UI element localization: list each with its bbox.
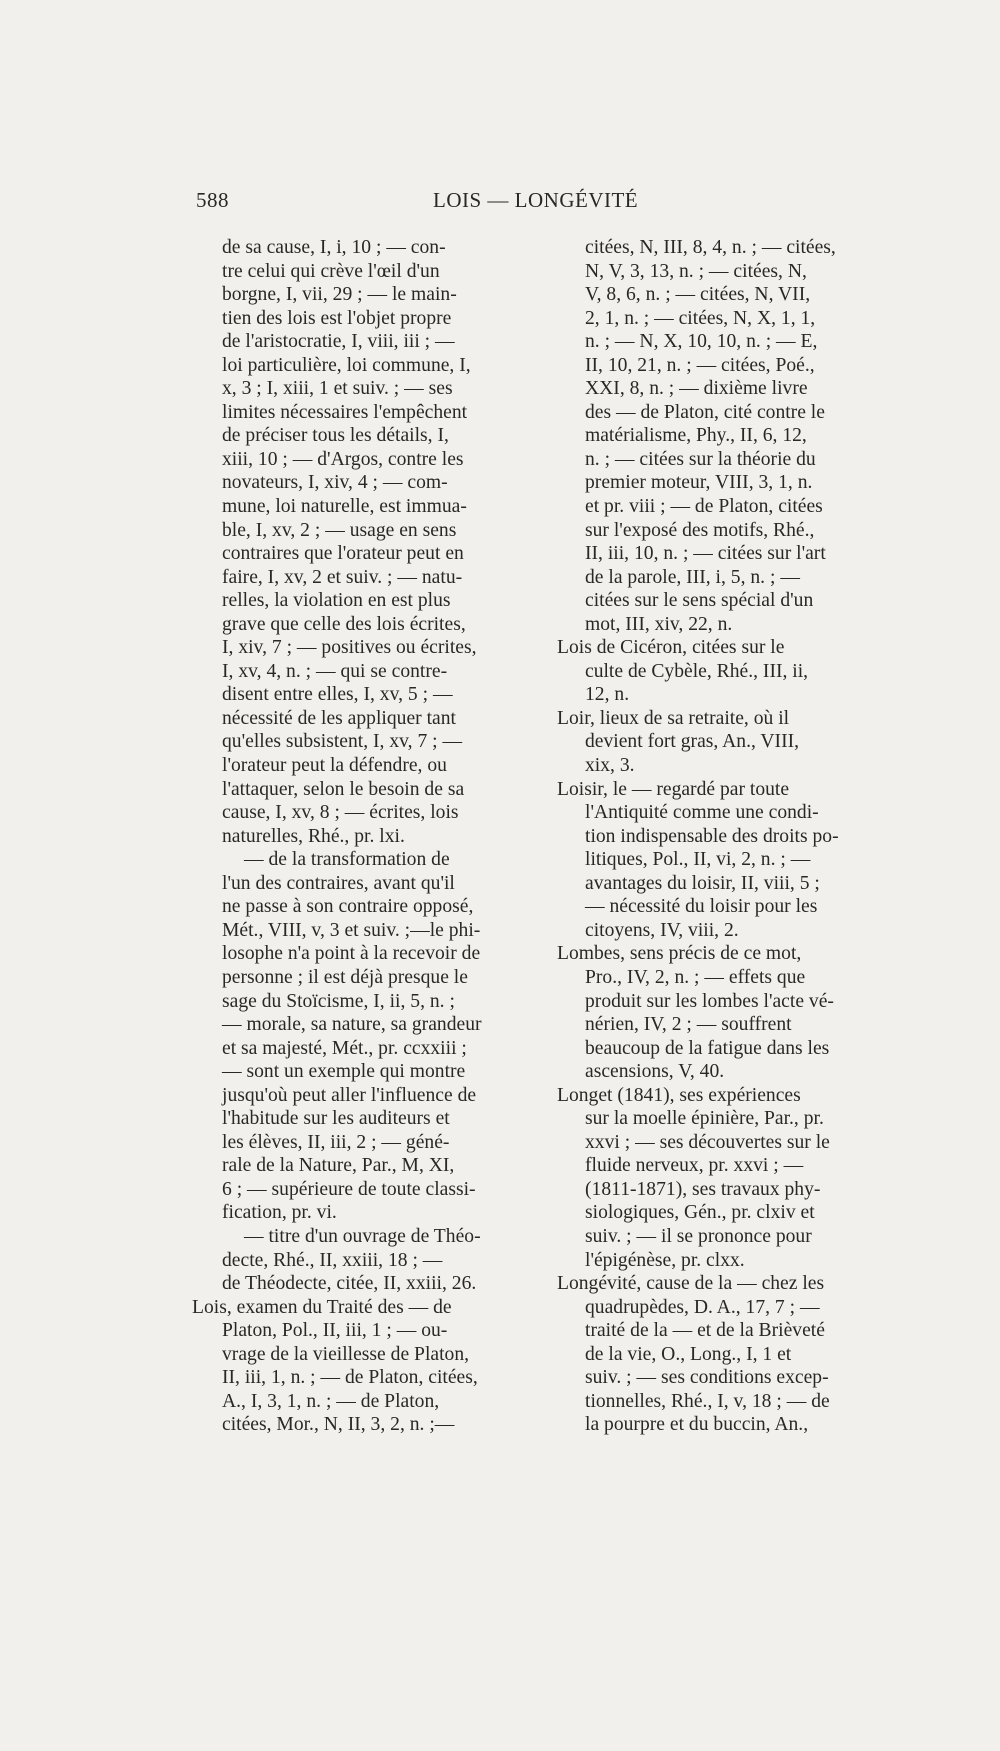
- text-line: nécessité de les appliquer tant: [222, 707, 456, 729]
- page-number: 588: [196, 188, 229, 212]
- text-line: II, iii, 10, n. ; — citées sur l'art: [585, 543, 826, 565]
- text-line: n. ; — N, X, 10, 10, n. ; — E,: [585, 331, 818, 353]
- text-line: Platon, Pol., II, iii, 1 ; — ou-: [222, 1320, 448, 1342]
- text-line: citées sur le sens spécial d'un: [585, 590, 814, 612]
- text-line: ascensions, V, 40.: [585, 1061, 725, 1083]
- text-line: l'habitude sur les auditeurs et: [222, 1108, 450, 1130]
- text-line: Longet (1841), ses expériences: [557, 1084, 801, 1106]
- text-line: citées, Mor., N, II, 3, 2, n. ;—: [222, 1414, 455, 1436]
- text-line: citoyens, IV, viii, 2.: [585, 919, 739, 941]
- text-line: Lois de Cicéron, citées sur le: [557, 637, 785, 659]
- text-line: A., I, 3, 1, n. ; — de Platon,: [222, 1390, 440, 1412]
- text-line: avantages du loisir, II, viii, 5 ;: [585, 872, 820, 894]
- text-line: tien des lois est l'objet propre: [222, 307, 452, 329]
- text-line: Loisir, le — regardé par toute: [557, 778, 790, 800]
- text-line: beaucoup de la fatigue dans les: [585, 1037, 830, 1059]
- text-line: mune, loi naturelle, est immua-: [222, 496, 467, 518]
- text-line: jusqu'où peut aller l'influence de: [222, 1084, 477, 1106]
- text-line: Pro., IV, 2, n. ; — effets que: [585, 966, 806, 988]
- text-line: naturelles, Rhé., pr. lxi.: [222, 825, 405, 847]
- text-line: Longévité, cause de la — chez les: [557, 1273, 825, 1295]
- text-line: l'attaquer, selon le besoin de sa: [222, 778, 465, 800]
- text-line: disent entre elles, I, xv, 5 ; —: [222, 684, 453, 706]
- text-line: — titre d'un ouvrage de Théo-: [244, 1225, 481, 1247]
- text-line: faire, I, xv, 2 et suiv. ; — natu-: [222, 566, 463, 588]
- text-line: sur la moelle épinière, Par., pr.: [585, 1108, 824, 1130]
- text-line: fication, pr. vi.: [222, 1202, 337, 1224]
- text-line: matérialisme, Phy., II, 6, 12,: [585, 425, 807, 447]
- text-line: qu'elles subsistent, I, xv, 7 ; —: [222, 731, 463, 753]
- text-line: novateurs, I, xiv, 4 ; — com-: [222, 472, 448, 494]
- text-line: Mét., VIII, v, 3 et suiv. ;—le phi-: [222, 919, 481, 941]
- left-column: [192, 236, 532, 1437]
- text-line: relles, la violation en est plus: [222, 590, 451, 612]
- running-title: LOIS — LONGÉVITÉ: [433, 188, 639, 212]
- text-line: xix, 3.: [585, 755, 635, 777]
- text-line: produit sur les lombes l'acte vé-: [585, 990, 834, 1012]
- text-line: 6 ; — supérieure de toute classi-: [222, 1178, 476, 1200]
- text-line: de Théodecte, citée, II, xxiii, 26.: [222, 1273, 477, 1295]
- text-line: xxvi ; — ses découvertes sur le: [585, 1131, 830, 1153]
- text-line: Lois, examen du Traité des — de: [192, 1296, 452, 1318]
- text-line: de sa cause, I, i, 10 ; — con-: [222, 237, 446, 258]
- text-line: — sont un exemple qui montre: [222, 1061, 466, 1083]
- page-header: [0, 188, 1000, 218]
- text-line: sage du Stoïcisme, I, ii, 5, n. ;: [222, 990, 455, 1012]
- text-line: ne passe à son contraire opposé,: [222, 896, 474, 918]
- text-line: traité de la — et de la Brièveté: [585, 1320, 825, 1342]
- text-line: la pourpre et du buccin, An.,: [585, 1414, 809, 1436]
- text-line: losophe n'a point à la recevoir de: [222, 943, 481, 965]
- text-line: personne ; il est déjà presque le: [222, 966, 468, 988]
- text-line: cause, I, xv, 8 ; — écrites, lois: [222, 802, 459, 824]
- text-line: tre celui qui crève l'œil d'un: [222, 260, 440, 282]
- text-line: l'Antiquité comme une condi-: [585, 802, 819, 824]
- text-line: quadrupèdes, D. A., 17, 7 ; —: [585, 1296, 820, 1318]
- text-line: Loir, lieux de sa retraite, où il: [557, 707, 790, 729]
- text-line: V, 8, 6, n. ; — citées, N, VII,: [585, 284, 811, 306]
- text-line: premier moteur, VIII, 3, 1, n.: [585, 472, 813, 494]
- text-line: l'orateur peut la défendre, ou: [222, 755, 447, 777]
- text-line: mot, III, xiv, 22, n.: [585, 613, 733, 635]
- text-line: grave que celle des lois écrites,: [222, 613, 466, 635]
- text-line: contraires que l'orateur peut en: [222, 543, 464, 565]
- text-line: nérien, IV, 2 ; — souffrent: [585, 1014, 792, 1036]
- text-line: x, 3 ; I, xiii, 1 et suiv. ; — ses: [222, 378, 453, 400]
- text-line: 12, n.: [585, 684, 630, 706]
- text-line: l'épigénèse, pr. clxx.: [585, 1249, 745, 1271]
- text-line: de la vie, O., Long., I, 1 et: [585, 1343, 792, 1365]
- text-line: — de la transformation de: [244, 849, 450, 871]
- text-line: ble, I, xv, 2 ; — usage en sens: [222, 519, 457, 541]
- text-line: tionnelles, Rhé., I, v, 18 ; — de: [585, 1390, 830, 1412]
- text-line: — nécessité du loisir pour les: [585, 896, 818, 918]
- text-line: fluide nerveux, pr. xxvi ; —: [585, 1155, 804, 1177]
- text-line: de préciser tous les détails, I,: [222, 425, 449, 447]
- text-line: n. ; — citées sur la théorie du: [585, 448, 816, 470]
- text-line: xiii, 10 ; — d'Argos, contre les: [222, 448, 464, 470]
- text-line: l'un des contraires, avant qu'il: [222, 872, 455, 894]
- text-line: II, iii, 1, n. ; — de Platon, citées,: [222, 1367, 478, 1389]
- text-line: borgne, I, vii, 29 ; — le main-: [222, 284, 457, 306]
- text-line: des — de Platon, cité contre le: [585, 401, 825, 423]
- text-line: siologiques, Gén., pr. clxiv et: [585, 1202, 815, 1224]
- text-line: loi particulière, loi commune, I,: [222, 354, 471, 376]
- text-line: — morale, sa nature, sa grandeur: [222, 1014, 482, 1036]
- text-line: de l'aristocratie, I, viii, iii ; —: [222, 331, 455, 353]
- text-line: XXI, 8, n. ; — dixième livre: [585, 378, 808, 400]
- right-column: [557, 236, 897, 1437]
- text-line: et sa majesté, Mét., pr. ccxxiii ;: [222, 1037, 467, 1059]
- text-line: N, V, 3, 13, n. ; — citées, N,: [585, 260, 807, 282]
- text-line: I, xv, 4, n. ; — qui se contre-: [222, 660, 448, 682]
- text-line: culte de Cybèle, Rhé., III, ii,: [585, 660, 809, 682]
- text-line: devient fort gras, An., VIII,: [585, 731, 800, 753]
- text-line: rale de la Nature, Par., M, XI,: [222, 1155, 455, 1177]
- text-line: (1811-1871), ses travaux phy-: [585, 1178, 821, 1200]
- text-line: Lombes, sens précis de ce mot,: [557, 943, 802, 965]
- text-line: II, 10, 21, n. ; — citées, Poé.,: [585, 354, 815, 376]
- text-line: I, xiv, 7 ; — positives ou écrites,: [222, 637, 477, 659]
- text-line: decte, Rhé., II, xxiii, 18 ; —: [222, 1249, 443, 1271]
- text-line: de la parole, III, i, 5, n. ; —: [585, 566, 800, 588]
- text-line: limites nécessaires l'empêchent: [222, 401, 468, 423]
- text-line: vrage de la vieillesse de Platon,: [222, 1343, 470, 1365]
- text-line: tion indispensable des droits po-: [585, 825, 839, 847]
- text-line: suiv. ; — il se prononce pour: [585, 1225, 812, 1247]
- text-line: sur l'exposé des motifs, Rhé.,: [585, 519, 815, 541]
- text-line: 2, 1, n. ; — citées, N, X, 1, 1,: [585, 307, 816, 329]
- text-line: suiv. ; — ses conditions excep-: [585, 1367, 829, 1389]
- text-line: citées, N, III, 8, 4, n. ; — citées,: [585, 237, 836, 258]
- text-line: et pr. viii ; — de Platon, citées: [585, 496, 823, 518]
- text-line: litiques, Pol., II, vi, 2, n. ; —: [585, 849, 811, 871]
- text-line: les élèves, II, iii, 2 ; — géné-: [222, 1131, 450, 1153]
